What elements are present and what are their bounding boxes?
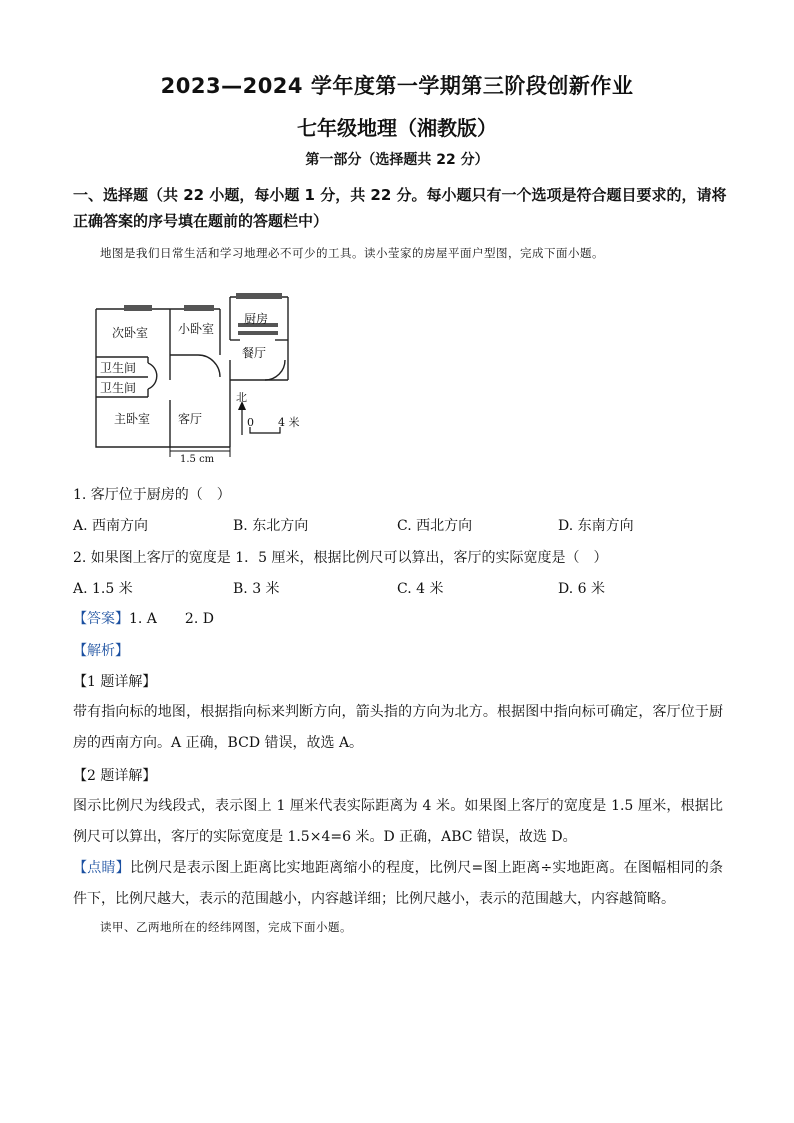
document-title: 2023—2024 学年度第一学期第三阶段创新作业	[160, 74, 634, 98]
question-2-option-b: B. 3 米	[233, 581, 280, 597]
detail-1-label: 【1 题详解】	[73, 674, 157, 690]
question-1-option-b: B. 东北方向	[233, 518, 309, 534]
window-icon	[236, 293, 282, 299]
room-label-small-bedroom: 小卧室	[178, 322, 215, 336]
scale-bar	[250, 427, 280, 433]
section-heading: 一、选择题（共 22 小题，每小题 1 分，共 22 分。每小题只有一个选项是符合题目要求的，请将正确答案的序号填在题前的答题栏中）	[73, 186, 727, 230]
detail-2-text: 图示比例尺为线段式，表示图上 1 厘米代表实际距离为 4 米。如果图上客厅的宽度是 1.5 厘米，根据比例尺可以算出，客厅的实际宽度是 1.5×4=6 米。D 正确，ABC 错误，故选 D。	[73, 798, 723, 845]
room-label-bath-1: 卫生间	[100, 361, 137, 375]
window-icon	[124, 305, 152, 311]
question-2-option-a: A. 1.5 米	[73, 581, 133, 597]
question-2-stem: 2. 如果图上客厅的宽度是 1．5 厘米，根据比例尺可以算出，客厅的实际宽度是（ ）	[73, 550, 608, 566]
answer-label: 【答案】	[73, 611, 129, 627]
room-label-second-bedroom: 次卧室	[112, 326, 149, 340]
part-heading: 第一部分（选择题共 22 分）	[305, 152, 489, 168]
question-1-option-c: C. 西北方向	[397, 518, 473, 534]
next-question-intro: 读甲、乙两地所在的经纬网图，完成下面小题。	[100, 920, 352, 934]
scale-value-label: 4 米	[278, 416, 300, 429]
room-label-living: 客厅	[178, 412, 203, 426]
room-label-dining: 餐厅	[242, 346, 267, 360]
detail-2-label: 【2 题详解】	[73, 768, 157, 784]
document-subtitle: 七年级地理（湘教版）	[297, 116, 497, 140]
answer-text: 1. A 2. D	[129, 611, 214, 627]
floor-plan-svg	[80, 285, 340, 465]
detail-1-text: 带有指向标的地图，根据指向标来判断方向，箭头指的方向为北方。根据图中指向标可确定，客厅位于厨房的西南方向。A 正确，BCD 错误，故选 A。	[73, 704, 723, 751]
analysis-label: 【解析】	[73, 643, 129, 659]
floor-plan-figure	[80, 285, 340, 469]
width-label: 1.5 cm	[180, 454, 215, 465]
question-1-option-d: D. 东南方向	[558, 518, 634, 534]
question-intro: 地图是我们日常生活和学习地理必不可少的工具。读小莹家的房屋平面户型图，完成下面小题。	[100, 246, 604, 260]
question-2-option-c: C. 4 米	[397, 581, 444, 597]
question-2-option-d: D. 6 米	[558, 581, 605, 597]
north-arrow-icon	[238, 401, 246, 435]
window-icon	[238, 331, 278, 335]
window-icon	[184, 305, 214, 311]
room-label-kitchen: 厨房	[244, 312, 269, 326]
room-label-master: 主卧室	[114, 412, 151, 426]
answer-line	[73, 608, 214, 628]
question-1-stem: 1. 客厅位于厨房的（ ）	[73, 487, 231, 503]
north-label: 北	[236, 391, 247, 404]
scale-zero-label: 0	[247, 416, 254, 429]
question-1-option-a: A. 西南方向	[73, 518, 149, 534]
tip-paragraph	[73, 853, 723, 915]
tip-label: 【点睛】	[73, 860, 130, 876]
tip-text: 比例尺是表示图上距离比实地距离缩小的程度，比例尺=图上距离÷实地距离。在图幅相同的条件下，比例尺越大，表示的范围越小，内容越详细；比例尺越小，表示的范围越大，内容越简略。	[73, 860, 723, 907]
room-label-bath-2: 卫生间	[100, 381, 137, 395]
